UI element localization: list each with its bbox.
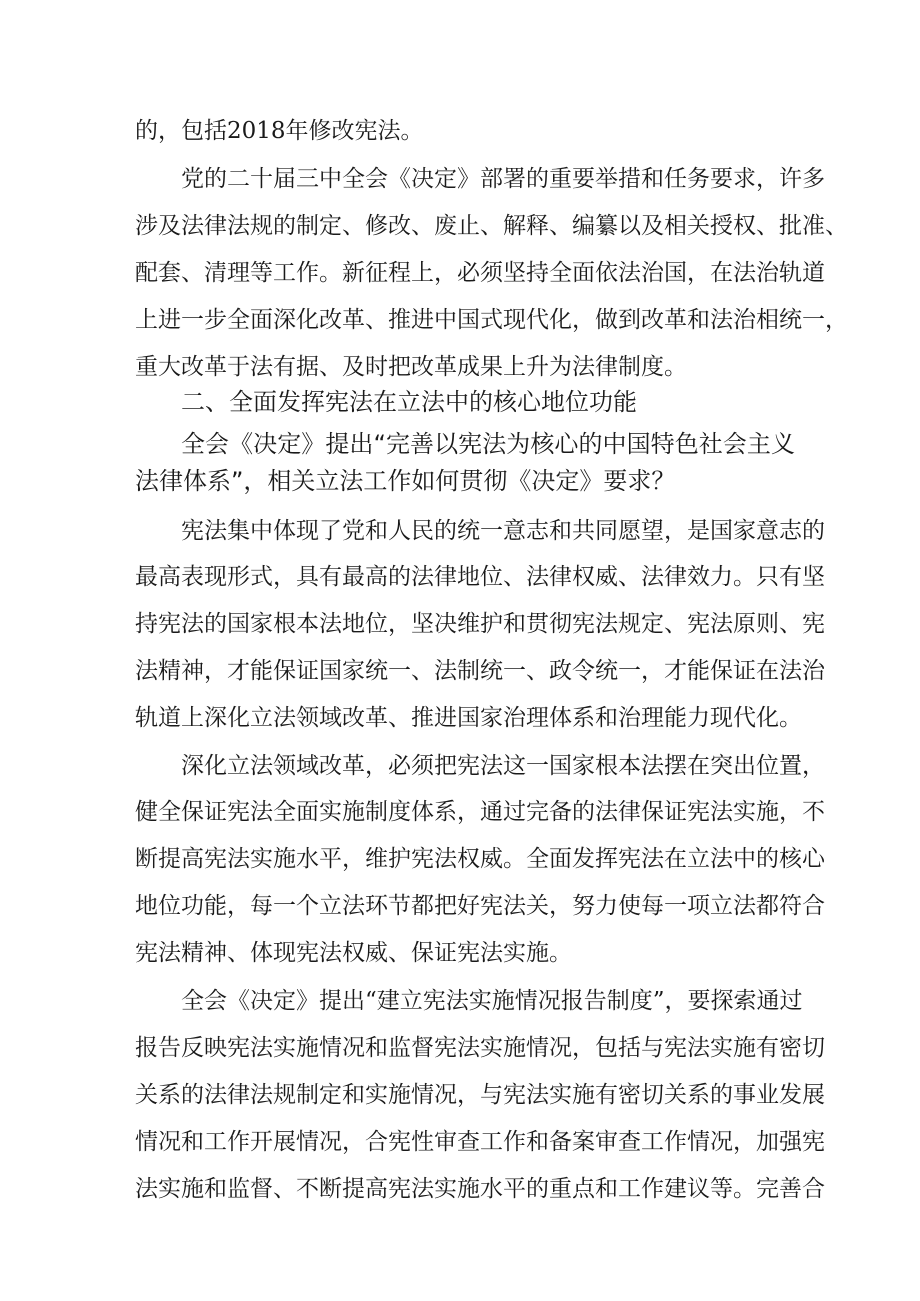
text-line: 全会《决定》提出“建立宪法实施情况报告制度”，要探索通过: [181, 988, 803, 1014]
question-line: 全会《决定》提出“完善以宪法为核心的中国特色社会主义: [181, 430, 795, 458]
section-heading: 二、全面发挥宪法在立法中的核心地位功能: [181, 388, 637, 416]
text-line: 宪法集中体现了党和人民的统一意志和共同愿望，是国家意志的: [181, 518, 825, 544]
text-line: 宪法精神、体现宪法权威、保证宪法实施。: [135, 940, 572, 966]
text-line: 配套、清理等工作。新征程上，必须坚持全面依法治国，在法治轨道: [135, 260, 825, 286]
text-line: 最高表现形式，具有最高的法律地位、法律权威、法律效力。只有坚: [135, 564, 825, 590]
text-line: 关系的法律法规制定和实施情况，与宪法实施有密切关系的事业发展: [135, 1082, 825, 1108]
text-line: 深化立法领域改革，必须把宪法这一国家根本法摆在突出位置，: [181, 753, 825, 779]
text-line: 党的二十届三中全会《决定》部署的重要举措和任务要求，许多: [181, 166, 825, 192]
text-line: 法精神，才能保证国家统一、法制统一、政令统一，才能保证在法治: [135, 658, 825, 684]
text-line: 轨道上深化立法领域改革、推进国家治理体系和治理能力现代化。: [135, 705, 802, 731]
text-line: 涉及法律法规的制定、修改、废止、解释、编纂以及相关授权、批准、: [135, 213, 848, 239]
text-line: 持宪法的国家根本法地位，坚决维护和贯彻宪法规定、宪法原则、宪: [135, 611, 825, 637]
question-line: 法律体系”，相关立法工作如何贯彻《决定》要求？: [135, 467, 676, 495]
text-line: 上进一步全面深化改革、推进中国式现代化，做到改革和法治相统一，: [135, 307, 848, 333]
text-line: 健全保证宪法全面实施制度体系，通过完备的法律保证宪法实施，不: [135, 799, 825, 825]
text-line: 情况和工作开展情况，合宪性审查工作和备案审查工作情况，加强宪: [135, 1129, 825, 1155]
text-line: 法实施和监督、不断提高宪法实施水平的重点和工作建议等。完善合: [135, 1176, 825, 1202]
text-line: 报告反映宪法实施情况和监督宪法实施情况，包括与宪法实施有密切: [135, 1035, 825, 1061]
text-line: 地位功能，每一个立法环节都把好宪法关，努力使每一项立法都符合: [135, 893, 825, 919]
text-line: 的，包括2018年修改宪法。: [135, 118, 424, 144]
text-line: 重大改革于法有据、及时把改革成果上升为法律制度。: [135, 354, 687, 380]
text-line: 断提高宪法实施水平，维护宪法权威。全面发挥宪法在立法中的核心: [135, 846, 825, 872]
